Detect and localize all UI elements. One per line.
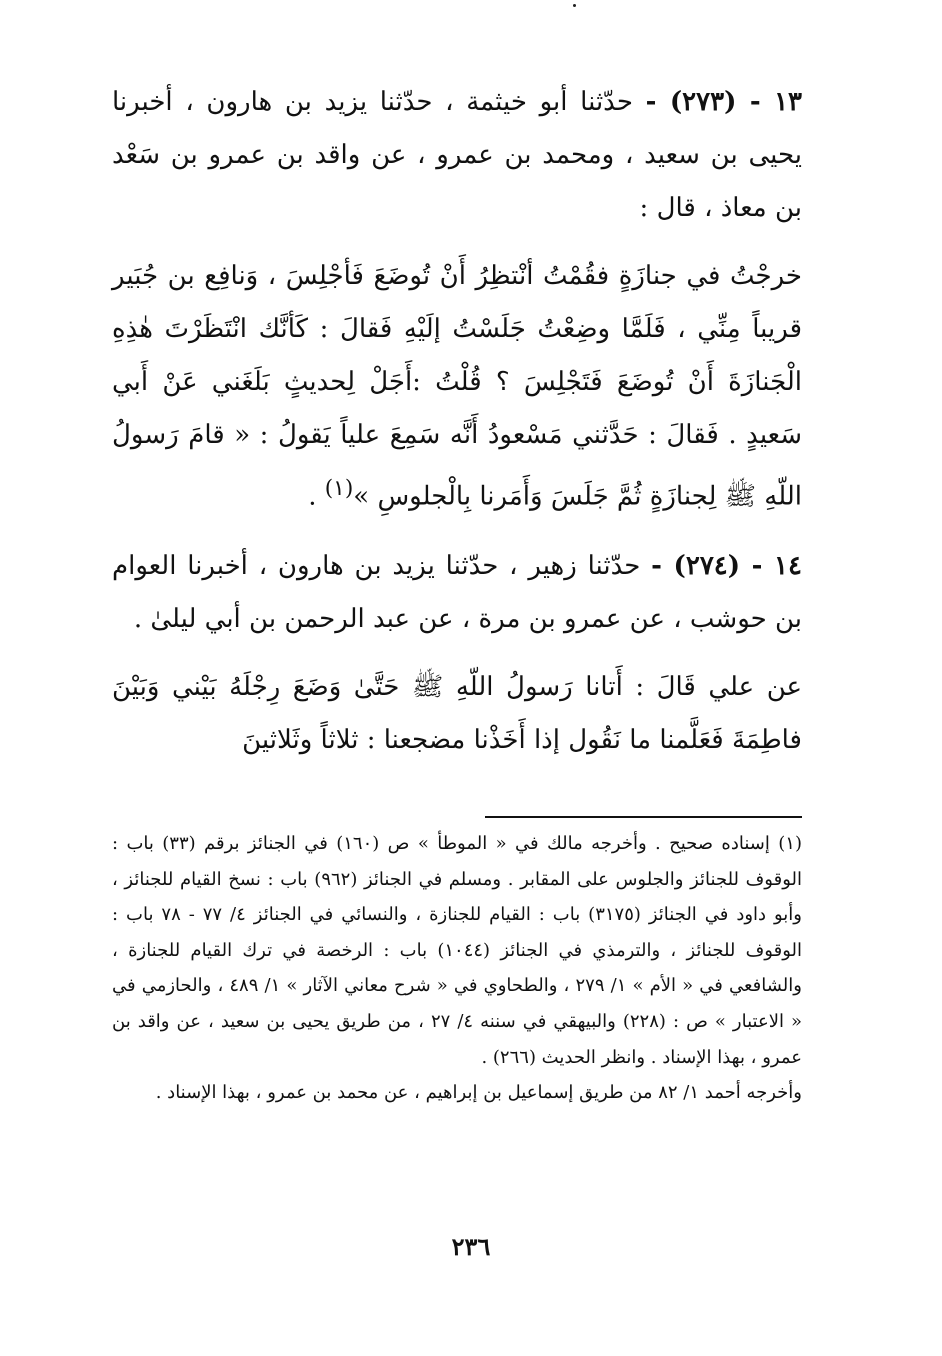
hadith-274-isnad-text: حدّثنا زهير ، حدّثنا يزيد بن هارون ، أخبرنا العوام بن حوشب ، عن عمرو بن مرة ، عن عبد الرحمن بن أبي ليلىٰ . (112, 550, 802, 634)
footnote-ref-1: (١) (324, 476, 354, 501)
hadith-274-number: ١٤ - (٢٧٤) - (651, 550, 802, 581)
hadith-273-matn (112, 250, 802, 524)
hadith-274-matn (112, 661, 802, 767)
footnote-2: وأخرجه أحمد ١/ ٨٢ من طريق إسماعيل بن إبراهيم ، عن محمد بن عمرو ، بهذا الإسناد . (155, 1082, 802, 1104)
scan-speck (573, 4, 576, 7)
footnotes (112, 826, 802, 1111)
hadith-273-number: ١٣ - (٢٧٣) - (645, 87, 803, 117)
hadith-274-matn-text: عن علي قَالَ : أَتانا رَسولُ اللّهِ ﷺ حَتَّىٰ وَضَعَ رِجْلَهُ بَيْني وَبَيْنَ فاطِمَةَ فَعَلَّمنا ما نَقُول إذا أَخَذْنا مضجعنا : ثلاثاً وثَلاثينَ (112, 671, 802, 755)
footnote-separator (485, 816, 802, 818)
hadith-273-end: . (308, 481, 325, 512)
page-number: ٢٣٦ (451, 1232, 491, 1261)
hadith-274-isnad (112, 540, 802, 646)
footnote-1: (١) إسناده صحيح . وأخرجه مالك في « الموطأ » ص (١٦٠) في الجنائز برقم (٣٣) باب : الوقوف للجنائز والجلوس على المقابر . ومسلم في الجنائز (٩٦٢) باب : نسخ القيام للجنائز ، وأبو داود في الجنائز (٣١٧٥) باب : القيام للجنازة ، والنسائي في الجنائز ٤/ ٧٧ - ٧٨ باب : الوقوف للجنائز ، والترمذي في الجنائز (١٠٤٤) باب : الرخصة في ترك القيام للجنازة ، والشافعي في « الأم » ١/ ٢٧٩ ، والطحاوي في « شرح معاني الآثار » ١/ ٤٨٩ ، والحازمي في « الاعتبار » ص : (٢٢٨) والبيهقي في سننه ٤/ ٢٧ ، من طريق يحيى بن سعيد ، عن واقد بن عمرو ، بهذا الإسناد . وانظر الحديث (٢٦٦) . (112, 833, 803, 1068)
main-text (112, 76, 802, 782)
hadith-273-isnad-text: حدّثنا أبو خيثمة ، حدّثنا يزيد بن هارون ، أخبرنا يحيى بن سعيد ، ومحمد بن عمرو ، عن واقد بن عمرو بن سَعْد بن معاذ ، قال : (112, 87, 802, 223)
hadith-273-isnad (112, 76, 802, 235)
hadith-273-matn-text: خرجْتُ في جنازَةٍ فقُمْتُ أنْتظِرُ أَنْ تُوضَعَ فَأجْلِسَ ، وَنافِع بن جُبَير قريباً مِنِّي ، فَلَمَّا وضِعْتُ جَلَسْتُ إلَيْهِ فَقالَ : كَأنَّك انْتَظَرْتَ هٰذِهِ الْجَنازَةَ أَنْ تُوضَعَ فَتَجْلِسَ ؟ قُلْتُ :أَجَلْ لِحديثٍ بَلَغَني عَنْ أَبي سَعيدٍ . فَقالَ : حَدَّثني مَسْعودُ أَنَّه سَمِعَ علياً يَقولُ : « قامَ رَسولُ اللّهِ ﷺ لِجنازَةٍ ثُمَّ جَلَسَ وَأَمَرنا بِالْجلوسِ » (112, 261, 802, 512)
